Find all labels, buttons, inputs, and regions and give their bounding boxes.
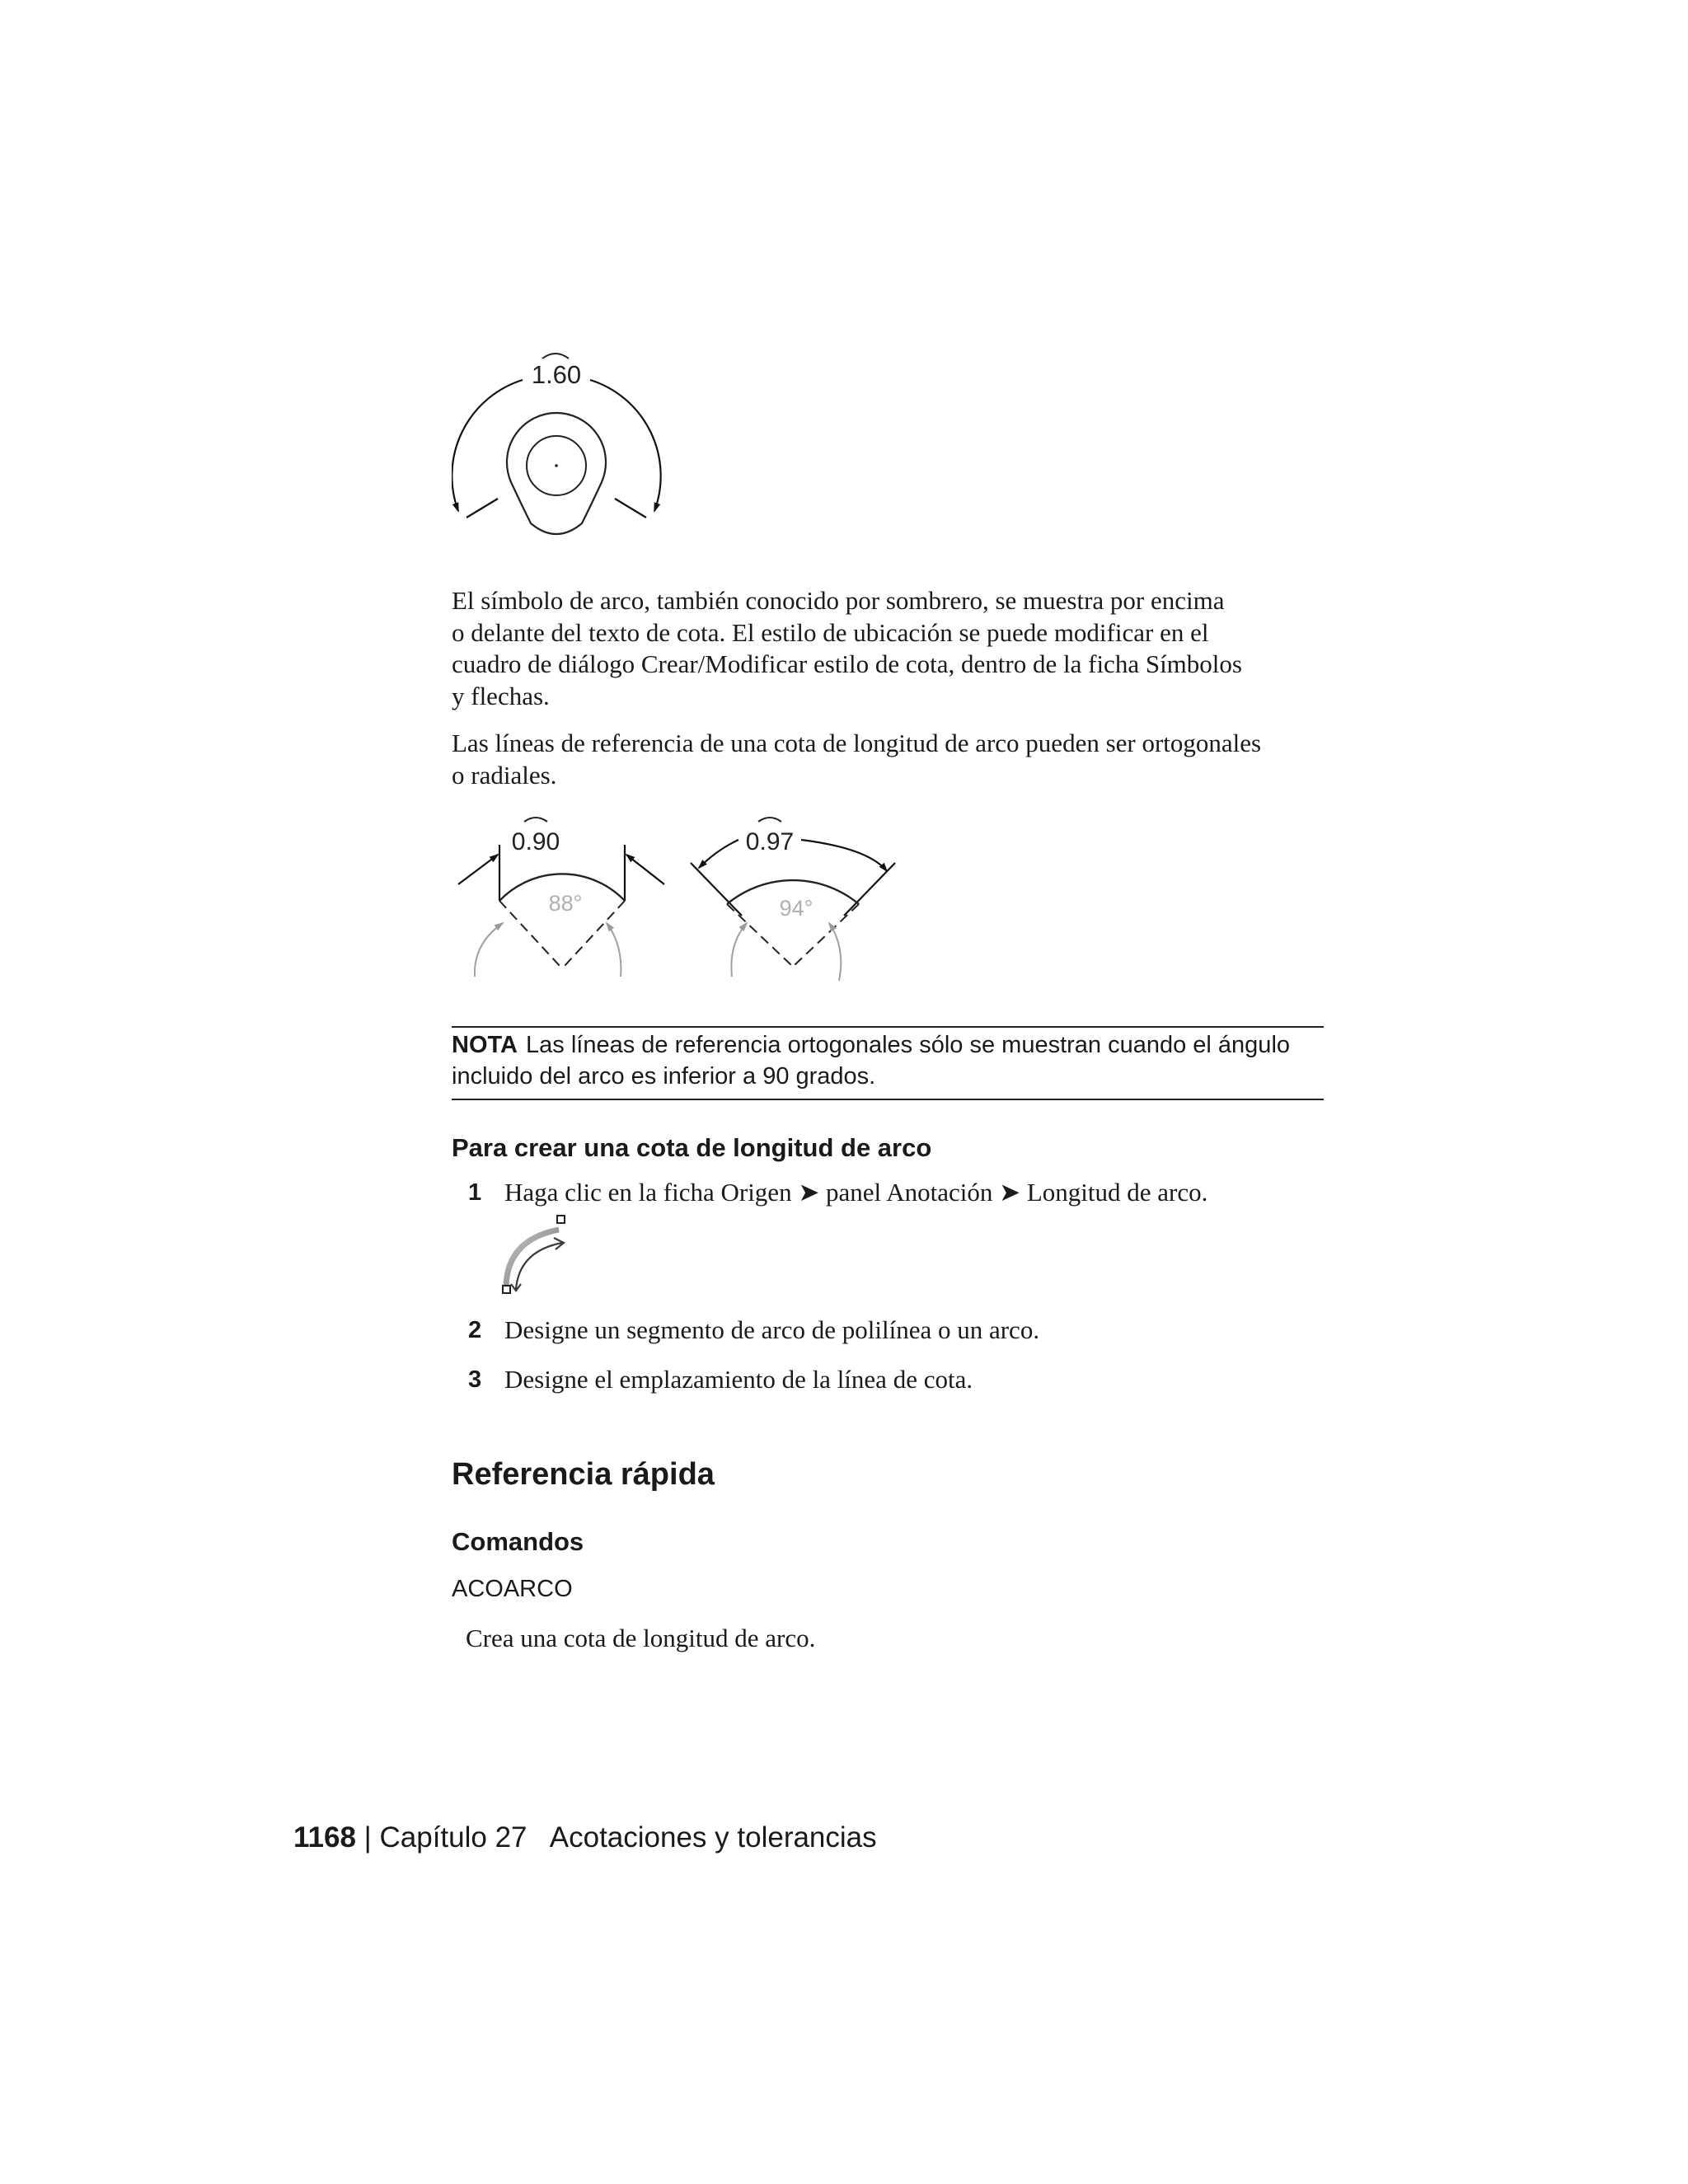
paragraph-line: Las líneas de referencia de una cota de longitud de arco pueden ser ortogonales — [452, 729, 1262, 757]
center-point — [555, 464, 558, 467]
procedure-step — [452, 1315, 1325, 1347]
note-text-line1: Las líneas de referencia ortogonales sólo se muestran cuando el ángulo — [526, 1032, 1291, 1058]
page-footer — [293, 1821, 877, 1854]
angle-text: 88° — [548, 891, 583, 916]
extension-lines-paragraph — [452, 728, 1325, 791]
step-text: Haga clic en la ficha Origen ➤ panel Anotación ➤ Longitud de arco. — [504, 1178, 1208, 1207]
dimension-arrow-left — [458, 855, 498, 884]
angle-arrow-right — [829, 923, 841, 981]
angle-arrow-right — [607, 923, 621, 977]
dimension-text: 0.90 — [511, 828, 560, 855]
dimension-arrow-right — [626, 855, 664, 884]
paragraph-line: o radiales. — [452, 760, 557, 790]
chapter-label: Capítulo 27 — [379, 1821, 528, 1854]
extension-line-right — [615, 499, 646, 518]
commands-heading: Comandos — [452, 1527, 584, 1556]
step-number: 1 — [468, 1179, 482, 1206]
procedure-step — [452, 1364, 1325, 1397]
step-text: Designe un segmento de arco de polilínea o un arco. — [504, 1315, 1040, 1344]
arc-symbol-paragraph — [452, 585, 1325, 712]
procedure-step — [452, 1177, 1325, 1210]
cam-outline — [507, 413, 606, 534]
extension-lines-figure — [452, 812, 913, 993]
note-label: NOTA — [452, 1032, 518, 1058]
note-text-line2: incluido del arco es inferior a 90 grados. — [452, 1063, 876, 1090]
step-number: 3 — [468, 1366, 482, 1393]
dimension-arrow-left — [699, 840, 738, 868]
angle-arrow-left — [475, 923, 503, 977]
extension-line-left — [691, 863, 742, 916]
procedure-heading: Para crear una cota de longitud de arco — [452, 1133, 932, 1162]
command-name: ACOARCO — [452, 1576, 573, 1602]
arc-length-icon[interactable] — [501, 1213, 579, 1296]
paragraph-line: y flechas. — [452, 681, 550, 710]
angle-arrow-left — [731, 923, 747, 977]
dimension-text: 0.97 — [745, 828, 795, 855]
extension-line-left — [467, 499, 498, 518]
angle-text: 94° — [779, 896, 814, 921]
dimension-text: 1.60 — [531, 360, 582, 389]
arc-hat-symbol — [542, 354, 569, 359]
step-number: 2 — [468, 1317, 482, 1343]
page-number: 1168 — [293, 1821, 356, 1854]
footer-separator: | — [355, 1821, 380, 1854]
dimension-arc-left — [452, 380, 523, 511]
arc-hat-symbol — [524, 818, 547, 822]
note-rule-top — [452, 1026, 1324, 1028]
paragraph-line: El símbolo de arco, también conocido por sombrero, se muestra por encima — [452, 586, 1225, 615]
note-box — [452, 1029, 1324, 1092]
chapter-title: Acotaciones y tolerancias — [549, 1821, 877, 1854]
dimension-arc-right — [590, 380, 661, 511]
orthogonal-example — [458, 818, 664, 977]
paragraph-line: o delante del texto de cota. El estilo de ubicación se puede modificar en el — [452, 617, 1209, 647]
radial-example — [691, 818, 895, 981]
section-title: Referencia rápida — [452, 1457, 715, 1492]
arc-hat-symbol — [758, 818, 781, 822]
command-description: Crea una cota de longitud de arco. — [466, 1624, 816, 1652]
arc-symbol-figure — [452, 342, 666, 552]
extension-line-right — [844, 863, 895, 916]
paragraph-line: cuadro de diálogo Crear/Modificar estilo de cota, dentro de la ficha Símbolos — [452, 649, 1242, 678]
dimension-arrow-right — [801, 840, 887, 871]
note-rule-bottom — [452, 1099, 1324, 1100]
step-text: Designe el emplazamiento de la línea de cota. — [504, 1365, 973, 1394]
